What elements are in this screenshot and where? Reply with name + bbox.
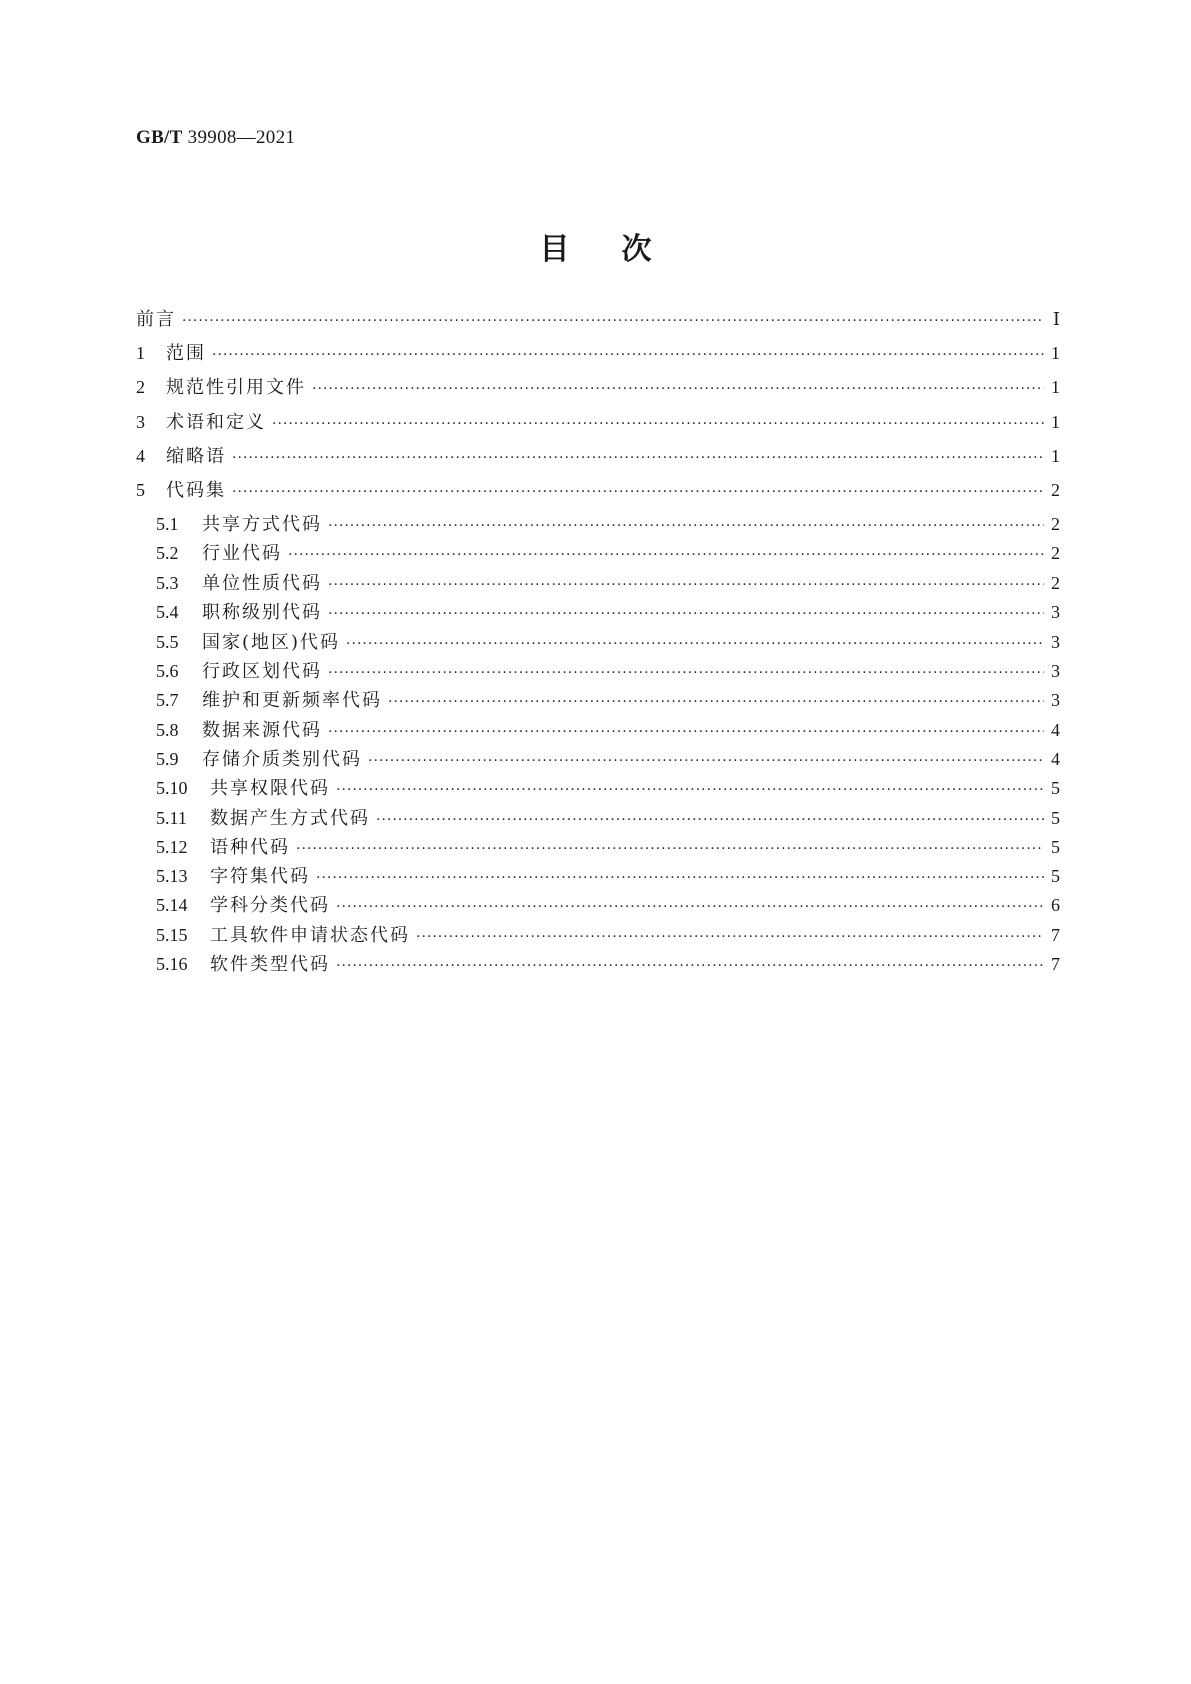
toc-entry[interactable] <box>156 539 1060 567</box>
toc-entry[interactable] <box>156 950 1060 978</box>
toc-entry-number: 5 <box>136 480 145 500</box>
toc-entry-title: 术语和定义 <box>166 412 266 433</box>
toc-leader-dots <box>336 893 1044 921</box>
toc-entry-title: 软件类型代码 <box>210 954 330 975</box>
standard-prefix: GB/T <box>136 127 183 148</box>
toc-entry-page: Ⅰ <box>1052 309 1060 329</box>
toc-entry[interactable] <box>136 373 1060 401</box>
toc-entry-title: 存储介质类别代码 <box>202 749 362 770</box>
toc-entry-page: 5 <box>1051 866 1060 886</box>
toc-leader-dots <box>346 630 1044 658</box>
standard-code <box>136 127 295 149</box>
toc-entry-number: 4 <box>136 446 145 466</box>
toc-entry-number: 5.9 <box>156 749 179 769</box>
toc-entry-page: 1 <box>1051 377 1060 397</box>
toc-leader-dots <box>288 541 1044 569</box>
toc-entry-title: 共享方式代码 <box>202 514 322 535</box>
toc-entry-title: 规范性引用文件 <box>166 377 306 398</box>
toc-entry-page: 2 <box>1051 480 1060 500</box>
toc-entry-title: 字符集代码 <box>210 866 310 887</box>
toc-entry-number: 5.10 <box>156 778 188 798</box>
toc-leader-dots <box>212 341 1044 369</box>
toc-entry-page: 5 <box>1051 778 1060 798</box>
toc-entry[interactable] <box>156 657 1060 685</box>
toc-entry-title: 数据来源代码 <box>202 720 322 741</box>
toc-entry-title: 共享权限代码 <box>210 778 330 799</box>
toc-entry-title: 工具软件申请状态代码 <box>210 925 410 946</box>
toc-entry-number: 5.15 <box>156 925 188 945</box>
toc-leader-dots <box>316 864 1044 892</box>
toc-entry-number: 5.14 <box>156 895 188 915</box>
toc-entry[interactable] <box>136 408 1060 436</box>
standard-number: 39908—2021 <box>187 127 296 148</box>
toc-leader-dots <box>272 410 1044 438</box>
toc-leader-dots <box>388 688 1044 716</box>
toc-leader-dots <box>328 512 1044 540</box>
toc-leader-dots <box>376 806 1044 834</box>
toc-entry[interactable] <box>136 476 1060 504</box>
toc-entry[interactable] <box>136 442 1060 470</box>
toc-entry-title: 语种代码 <box>210 837 290 858</box>
toc-entry-number: 5.12 <box>156 837 188 857</box>
toc-entry-number: 5.11 <box>156 808 187 828</box>
toc-entry-page: 7 <box>1051 925 1060 945</box>
toc-entry[interactable] <box>156 891 1060 919</box>
toc-entry[interactable] <box>136 305 1060 333</box>
toc-entry-page: 5 <box>1051 837 1060 857</box>
toc-entry-page: 4 <box>1051 720 1060 740</box>
toc-entry-number: 5.16 <box>156 954 188 974</box>
toc-entry[interactable] <box>156 745 1060 773</box>
toc-entry-title: 国家(地区)代码 <box>202 632 341 653</box>
toc-entry-title: 学科分类代码 <box>210 895 330 916</box>
toc-entry-number: 5.8 <box>156 720 179 740</box>
toc-leader-dots <box>328 718 1044 746</box>
toc-entry-number: 2 <box>136 377 145 397</box>
toc-leader-dots <box>336 776 1044 804</box>
toc-entry-title: 前言 <box>136 309 176 330</box>
toc-entry[interactable] <box>156 921 1060 949</box>
toc-entry[interactable] <box>156 862 1060 890</box>
toc-entry[interactable] <box>156 833 1060 861</box>
toc-entry-title: 数据产生方式代码 <box>210 808 370 829</box>
toc-entry-page: 3 <box>1051 632 1060 652</box>
toc-entry-page: 1 <box>1051 412 1060 432</box>
toc-entry[interactable] <box>156 804 1060 832</box>
toc-leader-dots <box>328 571 1044 599</box>
toc-leader-dots <box>232 478 1044 506</box>
toc-entry-page: 2 <box>1051 573 1060 593</box>
toc-entry-page: 4 <box>1051 749 1060 769</box>
toc-entry-page: 3 <box>1051 661 1060 681</box>
toc-entry-title: 行业代码 <box>202 543 282 564</box>
toc-entry[interactable] <box>156 628 1060 656</box>
toc-entry-page: 6 <box>1051 895 1060 915</box>
toc-leader-dots <box>416 923 1044 951</box>
toc-leader-dots <box>328 600 1044 628</box>
toc-entry-page: 1 <box>1051 446 1060 466</box>
toc-leader-dots <box>232 444 1044 472</box>
toc-entry-number: 5.3 <box>156 573 179 593</box>
toc-leader-dots <box>182 307 1044 335</box>
toc-entry-number: 3 <box>136 412 145 432</box>
toc-entry-page: 3 <box>1051 602 1060 622</box>
toc-leader-dots <box>296 835 1044 863</box>
toc-entry-title: 单位性质代码 <box>202 573 322 594</box>
toc-entry[interactable] <box>156 716 1060 744</box>
toc-entry-number: 5.4 <box>156 602 179 622</box>
toc-heading: 目次 <box>539 232 704 267</box>
toc-entry-page: 3 <box>1051 690 1060 710</box>
toc-entry-title: 缩略语 <box>166 446 226 467</box>
toc-entry[interactable] <box>156 686 1060 714</box>
toc-entry-title: 职称级别代码 <box>202 602 322 623</box>
toc-entry-page: 5 <box>1051 808 1060 828</box>
toc-entry-number: 5.7 <box>156 690 179 710</box>
toc-entry-number: 5.13 <box>156 866 188 886</box>
toc-entry-number: 5.6 <box>156 661 179 681</box>
toc-entry[interactable] <box>156 510 1060 538</box>
toc-entry-title: 维护和更新频率代码 <box>202 690 382 711</box>
toc-entry-number: 5.5 <box>156 632 179 652</box>
toc-entry-title: 代码集 <box>166 480 226 501</box>
toc-entry-number: 5.1 <box>156 514 179 534</box>
toc-entry-page: 1 <box>1051 343 1060 363</box>
toc-entry-title: 行政区划代码 <box>202 661 322 682</box>
toc-entry-number: 5.2 <box>156 543 179 563</box>
toc-entry-title: 范围 <box>166 343 206 364</box>
toc-entry-page: 7 <box>1051 954 1060 974</box>
toc-leader-dots <box>368 747 1044 775</box>
toc-entry[interactable] <box>136 339 1060 367</box>
toc-entry[interactable] <box>156 774 1060 802</box>
toc-leader-dots <box>328 659 1044 687</box>
toc-entry-page: 2 <box>1051 543 1060 563</box>
toc-leader-dots <box>312 375 1044 403</box>
toc-entry-number: 1 <box>136 343 145 363</box>
toc-entry[interactable] <box>156 598 1060 626</box>
toc-leader-dots <box>336 952 1044 980</box>
toc-entry[interactable] <box>156 569 1060 597</box>
toc-entry-page: 2 <box>1051 514 1060 534</box>
